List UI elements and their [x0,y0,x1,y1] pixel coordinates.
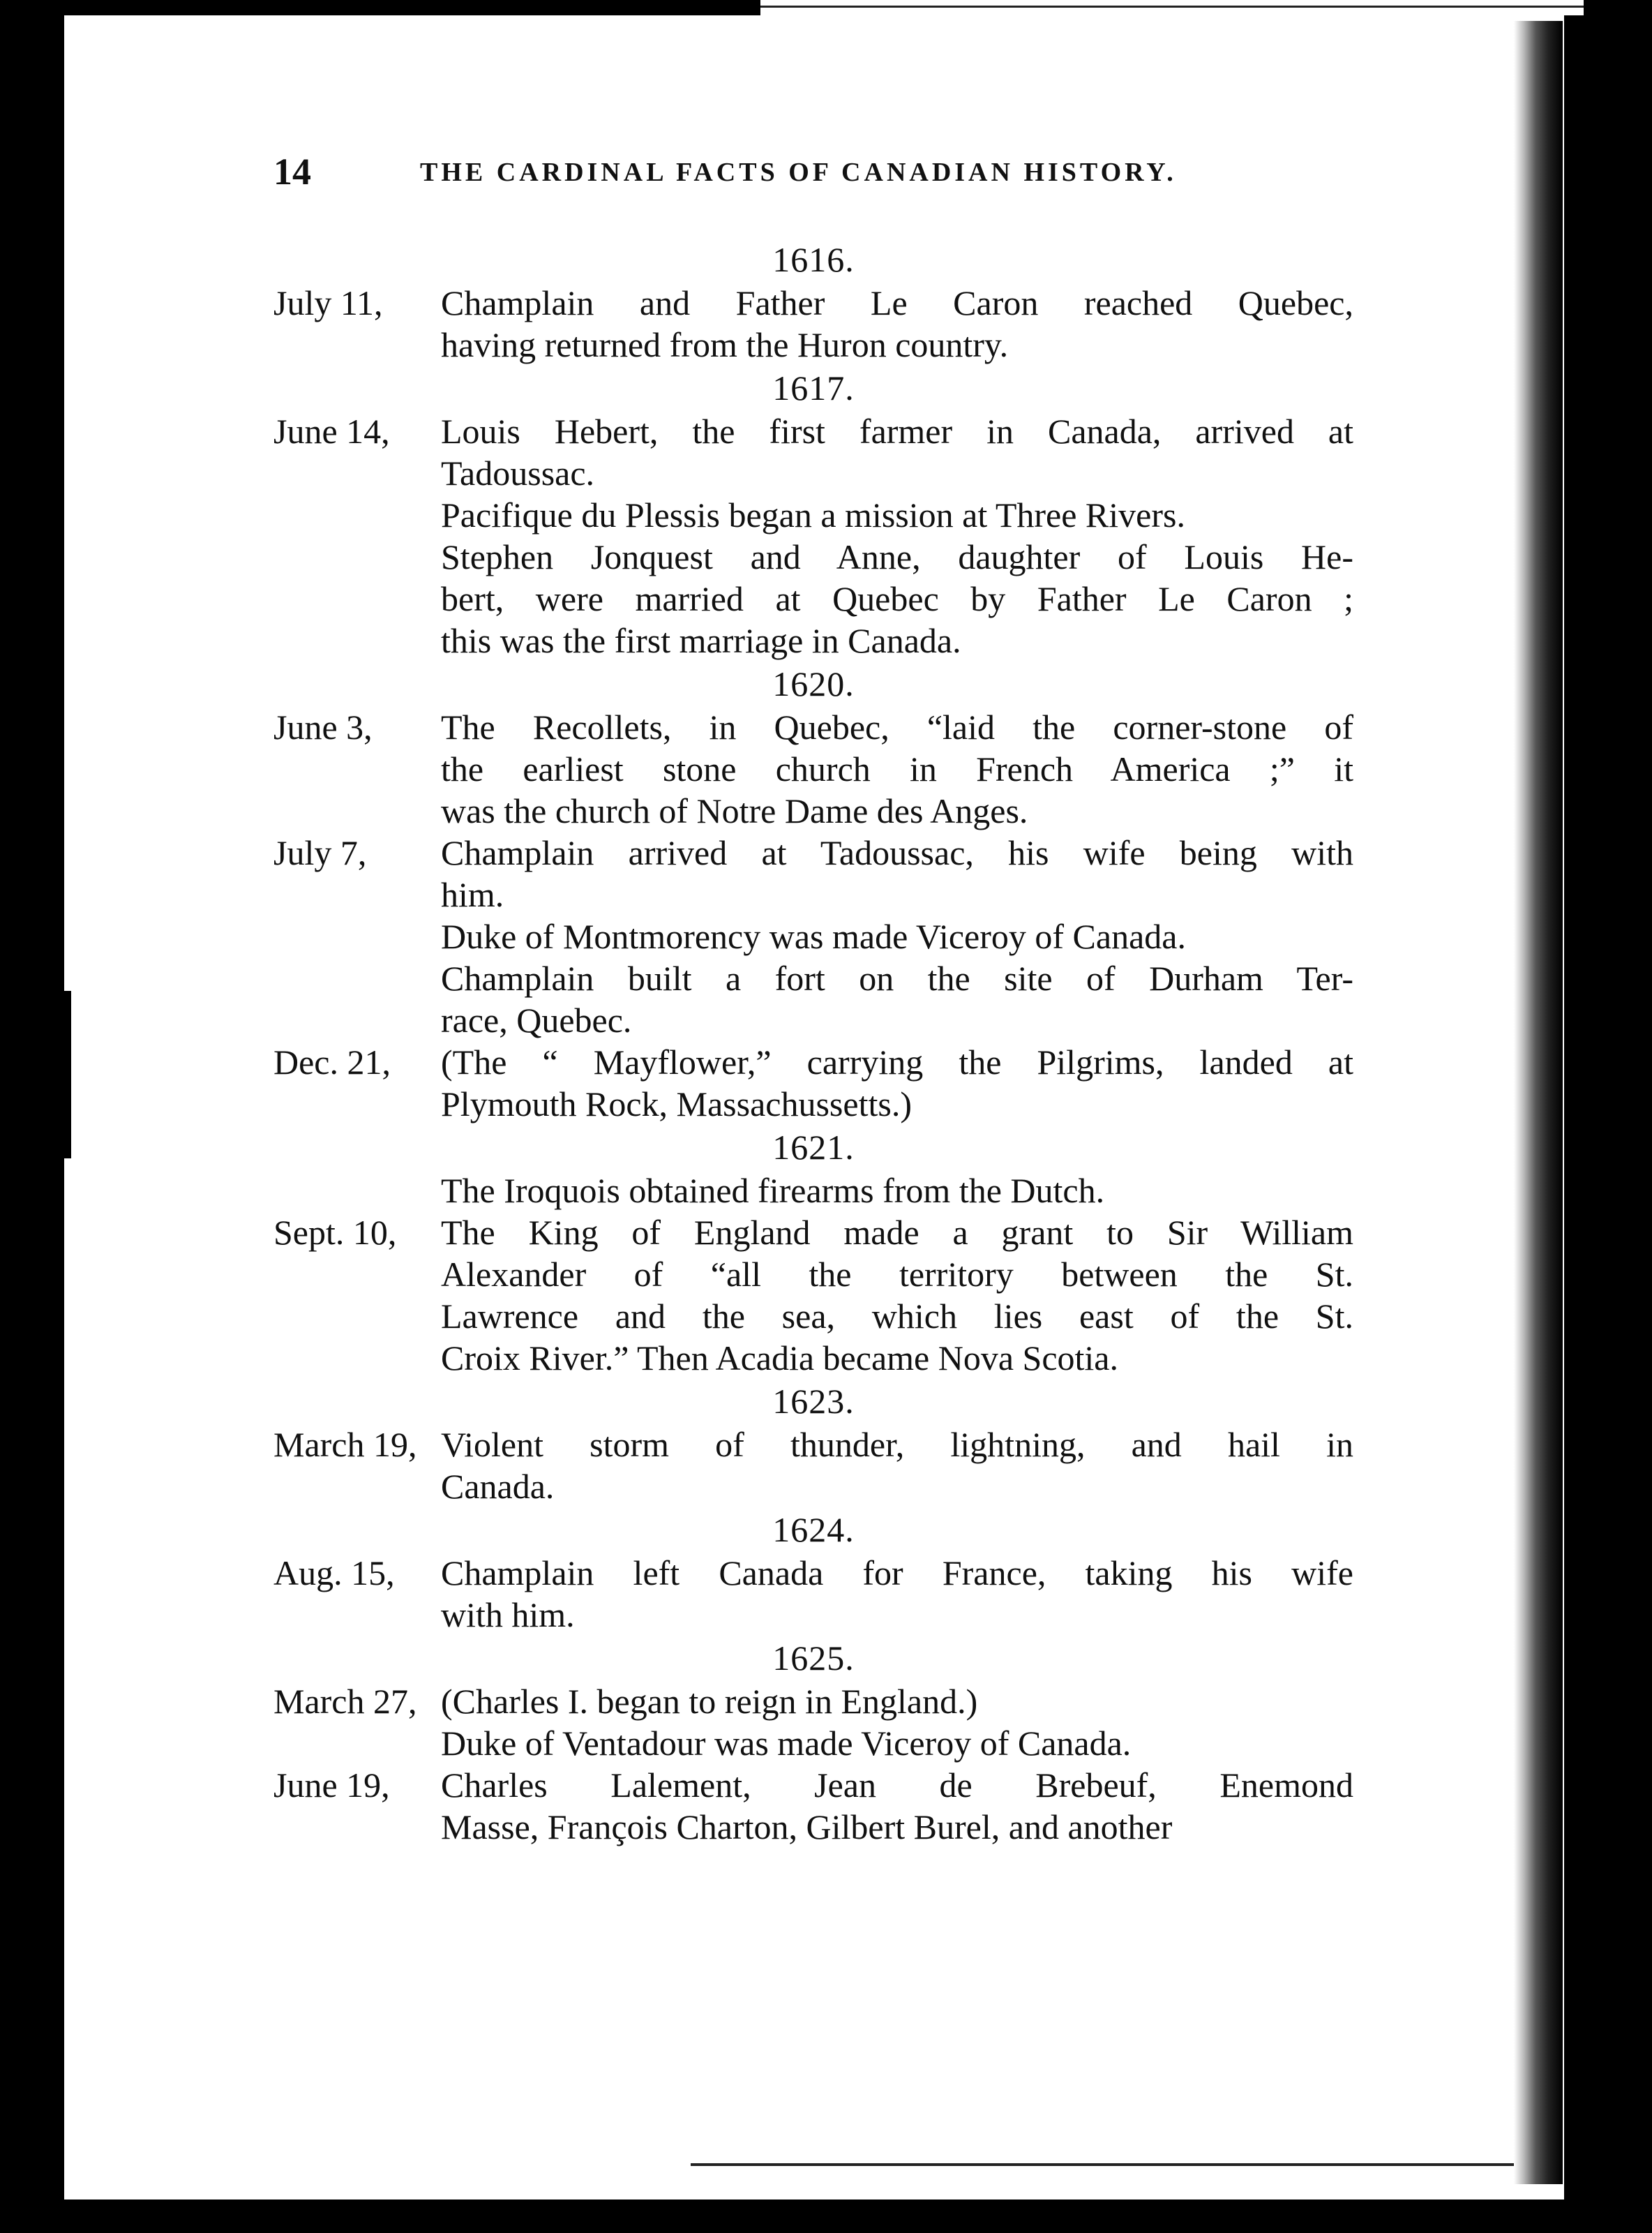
scan-edge-mark [56,991,71,1158]
year-heading: 1623. [772,1382,855,1421]
year-heading: 1625. [772,1638,855,1678]
entry-text-line: was the church of Notre Dame des Anges. [441,791,1028,830]
entry-text-line: The King of England made a grant to Sir William [441,1213,1353,1252]
chronology-entry [273,1680,1353,1722]
entry-text-line: Champlain built a fort on the site of Durham Ter- [441,959,1353,998]
entry-text-line: Duke of Montmorency was made Viceroy of Canada. [441,917,1186,956]
entry-text-line: with him. [441,1595,575,1634]
entry-text-line: Alexander of “all the territory between the St. [441,1255,1353,1294]
chronology-entry [273,410,1353,494]
entry-text-line: Plymouth Rock, Massachussetts.) [441,1084,912,1123]
entry-text-line: Louis Hebert, the first farmer in Canada, arrived at [441,412,1353,451]
entry-date: March 19, [273,1425,417,1464]
entry-text-line: Masse, François Charton, Gilbert Burel, and another [441,1807,1173,1846]
entry-text-line: Pacifique du Plessis began a mission at Three Rivers. [441,495,1185,535]
chronology-entry [273,494,1353,536]
entry-text-line: him. [441,875,504,914]
entry-text-line: Tadoussac. [441,454,595,493]
entry-text-line: bert, were married at Quebec by Father Le Caron ; [441,579,1353,618]
year-heading: 1617. [772,368,855,408]
book-spine-shadow [1514,21,1563,2184]
chronology-entry [273,706,1353,832]
chronology-entry [273,1041,1353,1125]
chronology-entry [273,1424,1353,1507]
entry-date: Aug. 15, [273,1553,395,1592]
entry-text-line: this was the first marriage in Canada. [441,621,961,660]
chronology-entry [273,1170,1353,1211]
chronology-body [273,237,1353,1848]
scan-bottom-edge [691,2163,1514,2181]
entry-date: July 11, [273,283,383,322]
chronology-entry [273,1211,1353,1379]
entry-text-line: Stephen Jonquest and Anne, daughter of Louis He- [441,537,1353,576]
entry-text-line: race, Quebec. [441,1001,632,1040]
chronology-entry [273,282,1353,366]
entry-date: June 19, [273,1765,390,1805]
entry-text-line: Croix River.” Then Acadia became Nova Scotia. [441,1338,1118,1377]
chronology-entry [273,957,1353,1041]
entry-text-line: Lawrence and the sea, which lies east of the St. [441,1297,1353,1336]
entry-text-line: Duke of Ventadour was made Viceroy of Canada. [441,1724,1132,1763]
entry-text-line: Violent storm of thunder, lightning, and hail in [441,1425,1353,1464]
chronology-entry [273,832,1353,916]
chronology-entry [273,1722,1353,1764]
chronology-entry [273,1764,1353,1848]
entry-text-line: Champlain and Father Le Caron reached Quebec, [441,283,1353,322]
entry-date: July 7, [273,833,367,872]
entry-text-line: The Recollets, in Quebec, “laid the corner-stone of [441,708,1353,747]
year-heading: 1620. [772,664,855,703]
entry-text-line: Canada. [441,1467,555,1506]
page-number: 14 [273,151,311,193]
entry-text-line: Champlain left Canada for France, taking his wife [441,1553,1353,1592]
entry-text-line: Champlain arrived at Tadoussac, his wife being with [441,833,1353,872]
entry-text-line: the earliest stone church in French America ;” it [441,749,1353,789]
running-head [273,150,1353,192]
chronology-entry [273,916,1353,957]
entry-text-line: Charles Lalement, Jean de Brebeuf, Enemond [441,1765,1353,1805]
entry-text-line: The Iroquois obtained firearms from the Dutch. [441,1171,1105,1210]
chronology-entry [273,536,1353,662]
entry-text-line: having returned from the Huron country. [441,325,1009,364]
chronology-entry [273,1552,1353,1636]
entry-text-line: (Charles I. began to reign in England.) [441,1682,978,1721]
scan-top-edge [760,0,1584,15]
entry-date: March 27, [273,1682,417,1721]
year-heading: 1616. [772,240,855,279]
year-heading: 1621. [772,1128,855,1167]
entry-date: Sept. 10, [273,1213,397,1252]
entry-date: Dec. 21, [273,1043,391,1082]
running-title: THE CARDINAL FACTS OF CANADIAN HISTORY. [420,158,1177,187]
entry-date: June 14, [273,412,390,451]
year-heading: 1624. [772,1510,855,1549]
entry-date: June 3, [273,708,373,747]
entry-text-line: (The “ Mayflower,” carrying the Pilgrims, landed at [441,1043,1353,1082]
